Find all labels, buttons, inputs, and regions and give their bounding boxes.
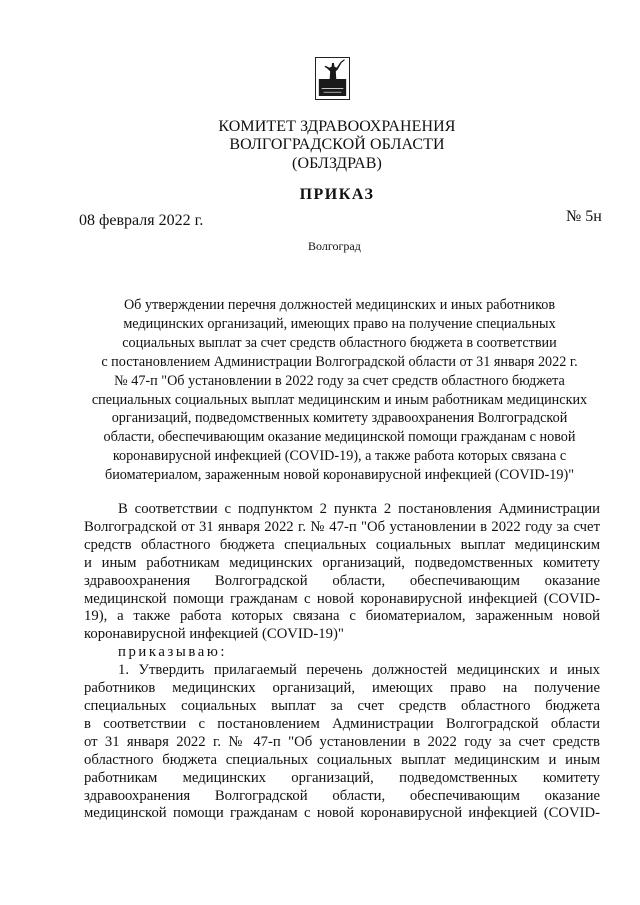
preamble-line: здравоохранения Волгоградской области, обеспечивающим оказание: [84, 572, 600, 589]
item-line: областного бюджета специальных социальных выплат медицинским и иным: [84, 751, 600, 768]
order-body: [84, 501, 600, 823]
preamble-line: медицинской помощи гражданам с новой коронавирусной инфекцией (COVID-: [84, 590, 600, 607]
org-name-line2: ВОЛГОГРАДСКОЙ ОБЛАСТИ: [229, 136, 445, 153]
subject-line: Об утверждении перечня должностей медицинских и иных работников: [123, 297, 556, 313]
preamble-line: 19), а также работа которых связана с биоматериалом, зараженным новой: [84, 608, 600, 625]
item-line: специальных социальных выплат за счет средств областного бюджета: [84, 697, 600, 714]
preamble-line: В соответствии с подпунктом 2 пункта 2 постановления Администрации: [118, 501, 600, 517]
item-line: медицинской помощи гражданам с новой коронавирусной инфекцией (COVID-: [84, 805, 600, 822]
item-line: работникам медицинских организаций, подведомственных комитету: [84, 769, 600, 786]
subject-line: с постановлением Администрации Волгоградской области от 31 января 2022 г.: [101, 353, 578, 370]
item-line: 1. Утвердить прилагаемый перечень должностей медицинских и иных: [118, 662, 600, 679]
preamble-line: Волгоградской от 31 января 2022 г. № 47-п "Об установлении в 2022 году за счет: [84, 518, 600, 535]
subject-line: коронавирусной инфекцией (COVID-19), а также работа которых связана с: [112, 448, 567, 465]
order-subject: [82, 296, 597, 485]
preamble-line: средств областного бюджета специальных социальных выплат медицинским: [84, 536, 600, 553]
subject-line: медицинских организаций, имеющих право на получение специальных: [123, 315, 556, 332]
order-number: № 5н: [566, 208, 602, 225]
document-title: ПРИКАЗ: [299, 186, 375, 203]
order-directive: приказываю:: [118, 644, 228, 661]
item-line: в соответствии с постановлением Администрации Волгоградской области: [84, 715, 600, 732]
coat-of-arms-graphic: [316, 58, 349, 99]
preamble-line: коронавирусной инфекцией (COVID-19)": [84, 626, 344, 643]
subject-line: области, обеспечивающим оказание медицинской помощи гражданам с новой: [103, 429, 576, 446]
coat-of-arms-icon: [315, 57, 350, 100]
subject-line: социальных выплат за счет средств областного бюджета в соответствии: [122, 334, 557, 351]
item-line: здравоохранения Волгоградской области, обеспечивающим оказание: [84, 787, 600, 804]
order-city: Волгоград: [308, 239, 361, 253]
org-abbreviation: (ОБЛЗДРАВ): [292, 155, 382, 172]
preamble-line: и иным работникам медицинских организаций, подведомственных комитету: [84, 554, 600, 571]
subject-line: организаций, подведомственных комитету здравоохранения Волгоградской: [111, 410, 568, 427]
subject-line: специальных социальных выплат медицинским и иным работникам медицинских: [91, 391, 588, 408]
subject-line: биоматериалом, зараженным новой коронавирусной инфекцией (COVID-19)": [104, 467, 575, 484]
order-date: 08 февраля 2022 г.: [79, 212, 204, 229]
item-line: работников медицинских организаций, имеющих право на получение: [84, 680, 600, 697]
item-line: от 31 января 2022 г. № 47-п "Об установлении в 2022 году за счет средств: [84, 733, 600, 750]
subject-line: № 47-п "Об установлении в 2022 году за счет средств областного бюджета: [114, 372, 565, 389]
org-name-line1: КОМИТЕТ ЗДРАВООХРАНЕНИЯ: [218, 118, 456, 135]
